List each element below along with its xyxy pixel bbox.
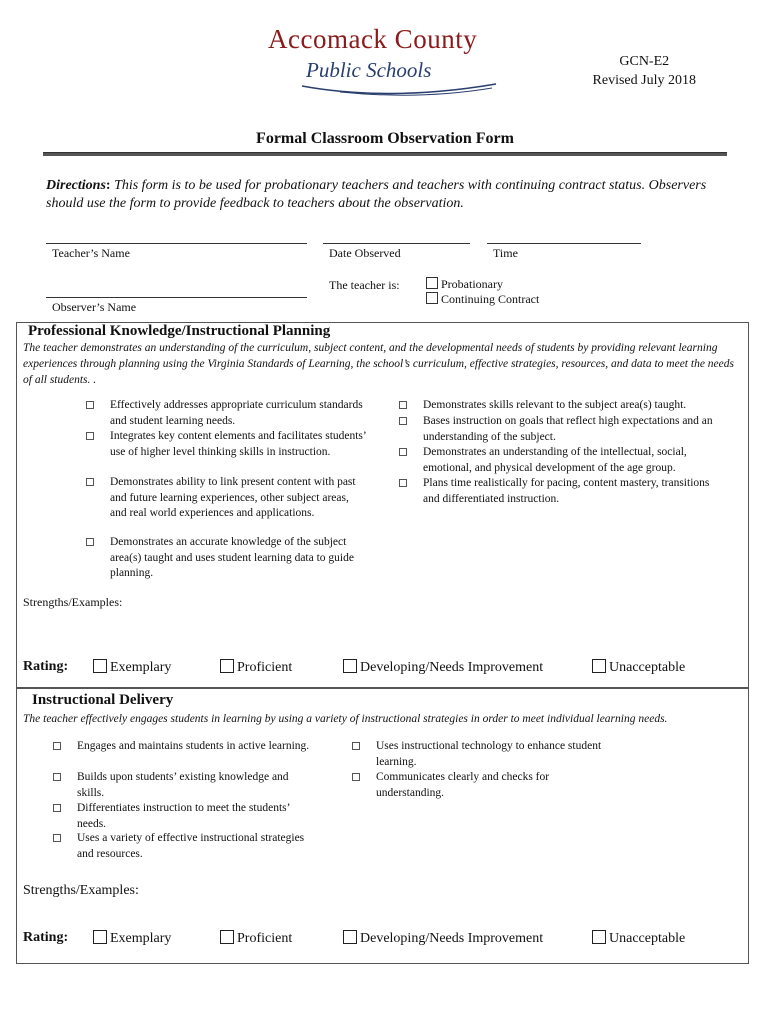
teacher-name-line[interactable] bbox=[46, 243, 307, 244]
rating-checkbox[interactable] bbox=[93, 930, 107, 944]
rating-option-label: Exemplary bbox=[110, 660, 172, 675]
district-logo-name: Accomack County bbox=[268, 24, 478, 54]
continuing-contract-option[interactable] bbox=[426, 292, 539, 307]
rating-option-label: Proficient bbox=[237, 931, 293, 946]
rating-option-unacceptable[interactable] bbox=[592, 930, 685, 947]
criterion-text: Demonstrates skills relevant to the subject area(s) taught. bbox=[423, 399, 687, 411]
date-observed-label: Date Observed bbox=[329, 246, 401, 260]
continuing-contract-label: Continuing Contract bbox=[441, 292, 540, 306]
probationary-checkbox[interactable] bbox=[426, 277, 438, 289]
rating-option-proficient[interactable] bbox=[220, 930, 292, 947]
criterion-item[interactable] bbox=[53, 831, 315, 862]
revision-date: Revised July 2018 bbox=[592, 73, 696, 88]
rating-option-label: Proficient bbox=[237, 660, 293, 675]
directions-text: This form is to be used for probationary teachers and teachers with continuing contract status. Observers should use the form to provide feedback to teachers about the observation. bbox=[46, 178, 707, 211]
criterion-checkbox[interactable] bbox=[352, 742, 360, 750]
criterion-item[interactable] bbox=[86, 398, 368, 429]
directions: Directions: This form is to be used for probationary teachers and teachers with continuing contract status. Observers should use the form to provide feedback to teachers about the observation. bbox=[46, 178, 707, 211]
criterion-text: Communicates clearly and checks for understanding. bbox=[376, 771, 550, 799]
probationary-option[interactable] bbox=[426, 277, 503, 292]
continuing-contract-checkbox[interactable] bbox=[426, 292, 438, 304]
rating-option-exemplary[interactable] bbox=[93, 659, 171, 676]
criterion-checkbox[interactable] bbox=[53, 804, 61, 812]
criterion-checkbox[interactable] bbox=[399, 401, 407, 409]
date-observed-line[interactable] bbox=[323, 243, 470, 244]
rating-checkbox[interactable] bbox=[93, 659, 107, 673]
criterion-item[interactable] bbox=[53, 739, 315, 755]
teacher-name-label: Teacher’s Name bbox=[52, 246, 130, 260]
criterion-item[interactable] bbox=[352, 739, 602, 770]
rating-option-unacceptable[interactable] bbox=[592, 659, 685, 676]
criterion-checkbox[interactable] bbox=[399, 479, 407, 487]
directions-label: Directions bbox=[46, 178, 106, 193]
criterion-item[interactable] bbox=[86, 535, 368, 582]
rating-option-developing[interactable] bbox=[343, 659, 543, 676]
rating-label: Rating: bbox=[23, 659, 69, 674]
criterion-item[interactable] bbox=[53, 801, 315, 832]
criterion-text: Uses a variety of effective instructional strategies and resources. bbox=[77, 832, 305, 860]
criterion-text: Integrates key content elements and facilitates students’ use of higher level thinking skills in instruction. bbox=[110, 430, 366, 458]
section-description: The teacher demonstrates an understanding of the curriculum, subject content, and the developmental needs of students by providing relevant learning experiences through planning using the Virginia Standards of Learning, the school’s curriculum, effective strategies, resources, and data to meet the needs of all students. . bbox=[23, 342, 734, 386]
rating-checkbox[interactable] bbox=[220, 930, 234, 944]
criterion-item[interactable] bbox=[53, 770, 315, 801]
strengths-label: Strengths/Examples: bbox=[23, 595, 123, 609]
teacher-status-label: The teacher is: bbox=[329, 278, 400, 292]
criterion-checkbox[interactable] bbox=[86, 432, 94, 440]
rating-option-label: Exemplary bbox=[110, 931, 172, 946]
criterion-text: Demonstrates an understanding of the intellectual, social, emotional, and physical development of the age group. bbox=[423, 446, 687, 474]
criterion-text: Plans time realistically for pacing, content mastery, transitions and differentiated instruction. bbox=[423, 477, 710, 505]
observer-name-label: Observer’s Name bbox=[52, 300, 137, 314]
rating-option-proficient[interactable] bbox=[220, 659, 292, 676]
criterion-checkbox[interactable] bbox=[86, 401, 94, 409]
criterion-checkbox[interactable] bbox=[399, 417, 407, 425]
criterion-text: Builds upon students’ existing knowledge and skills. bbox=[77, 771, 289, 799]
criterion-text: Demonstrates ability to link present content with past and future learning experiences, other subject areas, and real world experiences and applications. bbox=[110, 476, 356, 519]
criterion-item[interactable] bbox=[399, 398, 721, 414]
observer-name-line[interactable] bbox=[46, 297, 307, 298]
criterion-checkbox[interactable] bbox=[53, 834, 61, 842]
criterion-text: Effectively addresses appropriate curriculum standards and student learning needs. bbox=[110, 399, 363, 427]
criterion-item[interactable] bbox=[399, 445, 721, 476]
rating-checkbox[interactable] bbox=[592, 930, 606, 944]
probationary-label: Probationary bbox=[441, 277, 503, 291]
criterion-item[interactable] bbox=[86, 475, 368, 522]
criterion-item[interactable] bbox=[399, 476, 721, 507]
time-line[interactable] bbox=[487, 243, 641, 244]
criterion-item[interactable] bbox=[399, 414, 721, 445]
criterion-text: Bases instruction on goals that reflect high expectations and an understanding of the subject. bbox=[423, 415, 713, 443]
criterion-item[interactable] bbox=[352, 770, 602, 801]
logo-swoosh-icon bbox=[300, 76, 500, 100]
criterion-checkbox[interactable] bbox=[86, 478, 94, 486]
rating-option-label: Unacceptable bbox=[609, 931, 686, 946]
criterion-checkbox[interactable] bbox=[53, 773, 61, 781]
rating-option-label: Developing/Needs Improvement bbox=[360, 931, 544, 946]
criterion-text: Uses instructional technology to enhance student learning. bbox=[376, 740, 602, 768]
section-heading: Professional Knowledge/Instructional Planning bbox=[28, 323, 331, 339]
strengths-label: Strengths/Examples: bbox=[23, 883, 139, 898]
section-heading: Instructional Delivery bbox=[32, 692, 174, 708]
criterion-item[interactable] bbox=[86, 429, 368, 460]
criterion-checkbox[interactable] bbox=[53, 742, 61, 750]
rating-checkbox[interactable] bbox=[343, 930, 357, 944]
criterion-checkbox[interactable] bbox=[86, 538, 94, 546]
criterion-checkbox[interactable] bbox=[399, 448, 407, 456]
criterion-text: Differentiates instruction to meet the students’ needs. bbox=[77, 802, 290, 830]
document-code-block bbox=[593, 52, 696, 90]
rating-checkbox[interactable] bbox=[220, 659, 234, 673]
rating-checkbox[interactable] bbox=[592, 659, 606, 673]
criterion-checkbox[interactable] bbox=[352, 773, 360, 781]
criterion-text: Demonstrates an accurate knowledge of the subject area(s) taught and uses student learning data to guide planning. bbox=[110, 536, 354, 579]
criterion-text: Engages and maintains students in active learning. bbox=[77, 740, 310, 752]
time-label: Time bbox=[493, 246, 518, 260]
title-divider bbox=[43, 152, 727, 156]
rating-option-label: Developing/Needs Improvement bbox=[360, 660, 544, 675]
rating-row bbox=[23, 930, 743, 948]
document-code: GCN-E2 bbox=[619, 54, 670, 69]
rating-option-developing[interactable] bbox=[343, 930, 543, 947]
rating-option-label: Unacceptable bbox=[609, 660, 686, 675]
district-logo-subname: Public Schools bbox=[306, 58, 432, 82]
rating-option-exemplary[interactable] bbox=[93, 930, 171, 947]
section-description: The teacher effectively engages students in learning by using a variety of instructional strategies in order to meet individual learning needs. bbox=[23, 713, 668, 725]
rating-row bbox=[23, 659, 743, 677]
rating-checkbox[interactable] bbox=[343, 659, 357, 673]
form-title: Formal Classroom Observation Form bbox=[256, 130, 514, 147]
rating-label: Rating: bbox=[23, 930, 69, 945]
